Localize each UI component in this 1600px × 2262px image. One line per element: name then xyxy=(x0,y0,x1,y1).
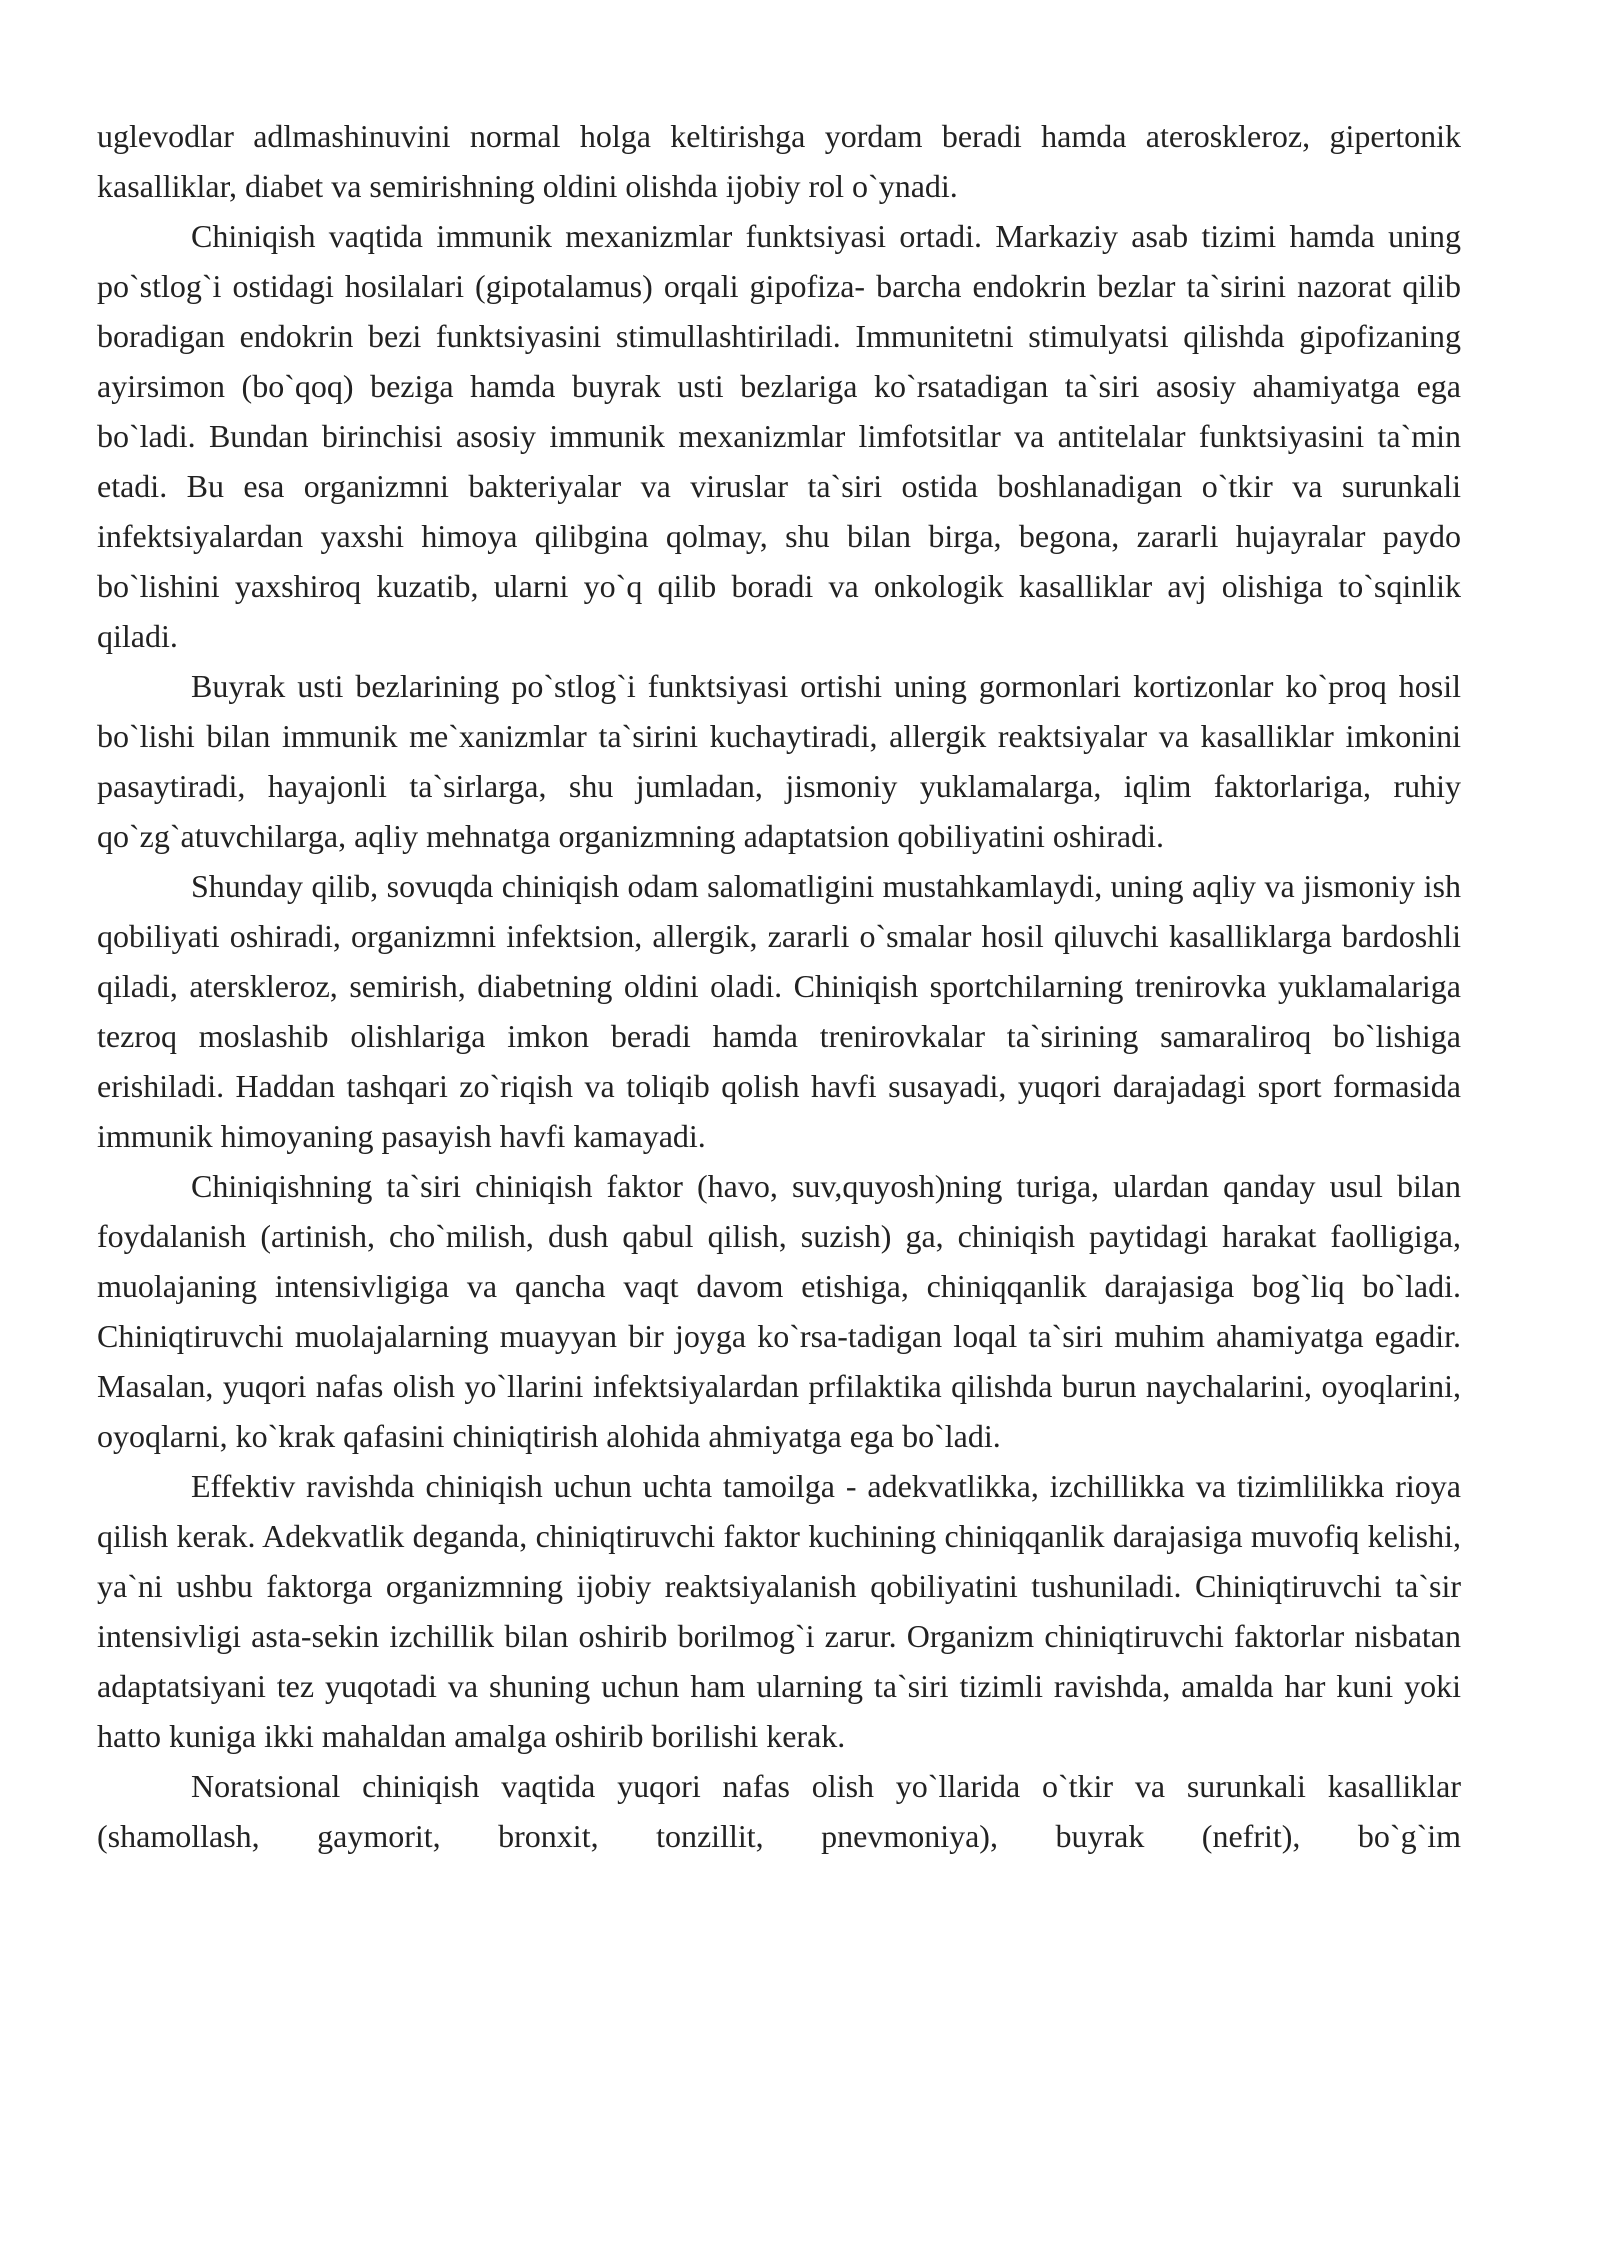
paragraph-immunity: Chiniqish vaqtida immunik mexanizmlar funktsiyasi ortadi. Markaziy asab tizimi hamda uning po`stlog`i ostidagi hosilalari (gipotalamus) orqali gipofiza- barcha endokrin bezlar ta`sirini nazorat qilib boradigan endokrin bezi funktsiyasini stimullashtiriladi. Immunitetni stimulyatsi qilishda gipofizaning ayirsimon (bo`qoq) beziga hamda buyrak usti bezlariga ko`rsatadigan ta`siri asosiy ahamiyatga ega bo`ladi. Bundan birinchisi asosiy immunik mexanizmlar limfotsitlar va antitelalar funktsiyasini ta`min etadi. Bu esa organizmni bakteriyalar va viruslar ta`siri ostida boshlanadigan o`tkir va surunkali infektsiyalardan yaxshi himoya qilibgina qolmay, shu bilan birga, begona, zararli hujayralar paydo bo`lishini yaxshiroq kuzatib, ularni yo`q qilib boradi va onkologik kasalliklar avj olishiga to`sqinlik qiladi. xyxy=(97,218,1461,654)
paragraph-summary: Shunday qilib, sovuqda chiniqish odam salomatligini mustahkamlaydi, uning aqliy va jismoniy ish qobiliyati oshiradi, organizmni infektsion, allergik, zararli o`smalar hosil qiluvchi kasalliklarga bardoshli qiladi, aterskleroz, semirish, diabetning oldini oladi. Chiniqish sportchilarning trenirovka yuklamalariga tezroq moslashib olishlariga imkon beradi hamda trenirovkalar ta`sirining samaraliroq bo`lishiga erishiladi. Haddan tashqari zo`riqish va toliqib qolish havfi susayadi, yuqori darajadagi sport formasida immunik himoyaning pasayish havfi kamayadi. xyxy=(97,868,1461,1154)
paragraph-continuation: uglevodlar adlmashinuvini normal holga keltirishga yordam beradi hamda ateroskleroz, gipertonik kasalliklar, diabet va semirishning oldini olishda ijobiy rol o`ynadi. xyxy=(97,118,1461,204)
paragraph-principles: Effektiv ravishda chiniqish uchun uchta tamoilga - adekvatlikka, izchillikka va tizimlilikka rioya qilish kerak. Adekvatlik deganda, chiniqtiruvchi faktor kuchining chiniqqanlik darajasiga muvofiq kelishi, ya`ni ushbu faktorga organizmning ijobiy reaktsiyalanish qobiliyatini tushuniladi. Chiniqtiruvchi ta`sir intensivligi asta-sekin izchillik bilan oshirib borilmog`i zarur. Organizm chiniqtiruvchi faktorlar nisbatan adaptatsiyani tez yuqotadi va shuning uchun ham ularning ta`siri tizimli ravishda, amalda har kuni yoki hatto kuniga ikki mahaldan amalga oshirib borilishi kerak. xyxy=(97,1468,1461,1754)
paragraph-irrational-hardening: Noratsional chiniqish vaqtida yuqori nafas olish yo`llarida o`tkir va surunkali kasalliklar (shamollash, gaymorit, bronxit, tonzillit, pnevmoniya), buyrak (nefrit), bo`g`im xyxy=(97,1768,1461,1854)
paragraph-factors: Chiniqishning ta`siri chiniqish faktor (havo, suv,quyosh)ning turiga, ulardan qanday usul bilan foydalanish (artinish, cho`milish, dush qabul qilish, suzish) ga, chiniqish paytidagi harakat faolligiga, muolajaning intensivligiga va qancha vaqt davom etishiga, chiniqqanlik darajasiga bog`liq bo`ladi. Chiniqtiruvchi muolajalarning muayyan bir joyga ko`rsa-tadigan loqal ta`siri muhim ahamiyatga egadir. Masalan, yuqori nafas olish yo`llarini infektsiyalardan prfilaktika qilishda burun naychalarini, oyoqlarini, oyoqlarni, ko`krak qafasini chiniqtirish alohida ahmiyatga ega bo`ladi. xyxy=(97,1168,1461,1454)
document-page xyxy=(97,111,1461,1861)
paragraph-adrenal-glands: Buyrak usti bezlarining po`stlog`i funktsiyasi ortishi uning gormonlari kortizonlar ko`proq hosil bo`lishi bilan immunik me`xanizmlar ta`sirini kuchaytiradi, allergik reaktsiyalar va kasalliklar imkonini pasaytiradi, hayajonli ta`sirlarga, shu jumladan, jismoniy yuklamalarga, iqlim faktorlariga, ruhiy qo`zg`atuvchilarga, aqliy mehnatga organizmning adaptatsion qobiliyatini oshiradi. xyxy=(97,668,1461,854)
